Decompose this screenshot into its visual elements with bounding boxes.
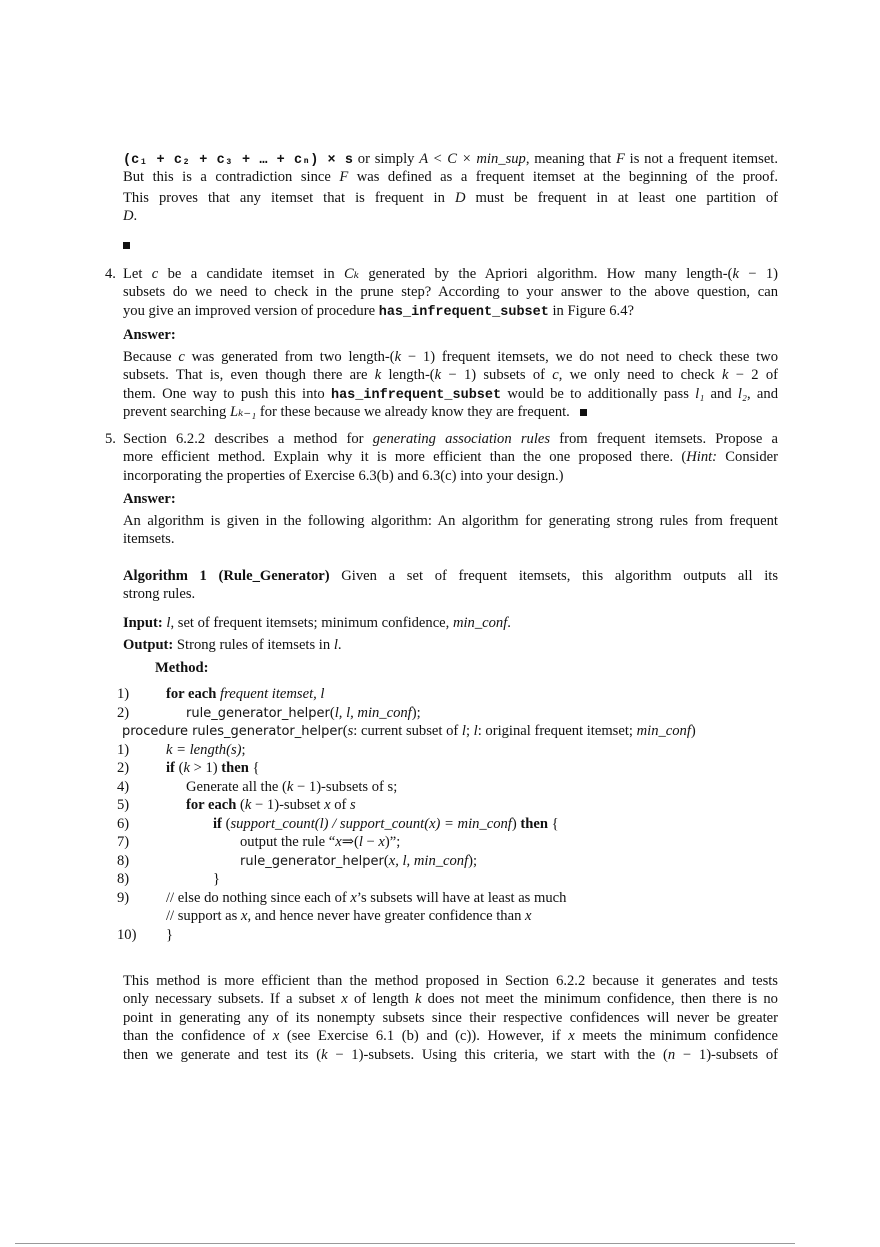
- text-run: F: [339, 169, 349, 186]
- text-run: x: [350, 889, 357, 906]
- text-run: An algorithm is given in the following algorithm: An algorithm for generating strong rules from frequent: [123, 513, 778, 529]
- algorithm-output: [123, 636, 778, 654]
- text-run: − 1)-subsets of s;: [293, 778, 398, 795]
- text-run: − 1): [738, 266, 778, 282]
- code-line: [117, 870, 797, 889]
- text-run: (: [383, 852, 389, 869]
- line-number: 10): [117, 926, 137, 943]
- text-run: if: [166, 760, 175, 776]
- text-line: [123, 972, 778, 990]
- text-run: (: [174, 760, 184, 776]
- text-run: − 1) frequent itemsets, we do not need to check these two: [401, 349, 779, 365]
- algorithm-pseudocode: [117, 685, 797, 944]
- text-line: [123, 302, 778, 320]
- code-line: [117, 685, 797, 704]
- text-run: was defined as a frequent itemset at the beginning of the proof.: [348, 169, 778, 186]
- text-line: [123, 265, 778, 283]
- text-run: Generate all the (: [186, 778, 287, 795]
- text-run: s: [347, 723, 354, 739]
- text-run: l, l, min_conf: [334, 704, 412, 721]
- algorithm-intro: [123, 567, 778, 604]
- text-run: (c₁ + c₂ + c₃ + … + cₙ) × s: [123, 153, 353, 168]
- text-run: ’s subsets will have at least as much: [356, 889, 567, 906]
- text-run: (: [342, 723, 348, 739]
- text-run: if: [213, 815, 222, 832]
- question-5-text: [123, 430, 778, 485]
- text-run: Hint:: [686, 449, 718, 466]
- text-run: l₂: [737, 385, 748, 402]
- text-run: l: [333, 637, 338, 653]
- text-run: But this is a contradiction since: [123, 169, 340, 186]
- text-line: [123, 1009, 778, 1027]
- code-line: [117, 722, 797, 741]
- text-run: D: [454, 190, 466, 206]
- text-run: of: [330, 797, 351, 813]
- text-run: than the confidence of: [123, 1028, 273, 1045]
- text-run: A < C × min_sup: [419, 151, 526, 167]
- text-run: (: [329, 704, 335, 721]
- line-number: 2): [117, 760, 130, 776]
- text-run: min_conf: [452, 615, 508, 631]
- text-run: ;: [241, 741, 246, 758]
- code-text: [213, 870, 220, 889]
- text-run: x: [378, 834, 385, 850]
- text-run: only necessary subsets. If a subset: [123, 991, 342, 1008]
- text-run: > 1): [189, 760, 222, 776]
- code-line: [117, 889, 797, 908]
- text-run: Strong rules of itemsets in: [173, 637, 334, 653]
- text-run: itemsets.: [123, 531, 175, 548]
- text-run: .: [507, 615, 511, 631]
- text-run: : current subset of: [353, 723, 462, 739]
- question-4-text: [123, 265, 778, 320]
- text-run: c: [552, 367, 559, 384]
- text-run: be a candidate itemset in: [158, 266, 344, 282]
- text-run: ): [511, 815, 521, 832]
- text-run: would be to additionally pass: [501, 385, 696, 402]
- code-line: [117, 926, 797, 945]
- text-run: Output:: [123, 637, 174, 653]
- text-run: l: [473, 723, 478, 739]
- line-number: 5): [117, 797, 130, 813]
- text-run: Input:: [123, 615, 163, 631]
- text-run: x: [324, 797, 331, 813]
- code-line: [117, 833, 797, 852]
- text-run: incorporating the properties of Exercise 6.3(b) and 6.3(c) into your design.): [123, 467, 564, 484]
- text-run: generating association rules: [372, 431, 551, 447]
- text-run: k: [374, 367, 382, 384]
- text-run: );: [468, 852, 478, 869]
- code-line: [117, 741, 797, 760]
- text-run: k = length(s): [166, 741, 242, 758]
- text-line: [123, 403, 778, 421]
- proof-conclusion: [123, 150, 778, 187]
- text-run: does not meet the minimum confidence, then there is no: [421, 991, 778, 1008]
- algorithm-input: [123, 614, 778, 632]
- text-run: x: [568, 1028, 575, 1045]
- code-text: [186, 704, 421, 724]
- text-run: Let: [123, 266, 152, 282]
- text-run: {: [547, 815, 559, 832]
- text-run: , and: [747, 385, 778, 402]
- text-run: then: [520, 815, 548, 832]
- code-text: [166, 907, 532, 926]
- code-line: [117, 704, 797, 723]
- text-line: [123, 636, 778, 654]
- text-run: D: [123, 208, 134, 225]
- text-run: (: [236, 797, 245, 813]
- code-text: [122, 722, 696, 742]
- line-number: 7): [117, 834, 130, 850]
- text-run: Given a set of frequent itemsets, this algorithm outputs all its: [329, 568, 779, 584]
- text-run: strong rules.: [123, 586, 196, 603]
- answer-label: Answer:: [123, 491, 176, 507]
- text-run: .: [133, 208, 138, 225]
- text-run: was generated from two length-(: [184, 349, 395, 365]
- line-number: 1): [117, 741, 130, 758]
- text-run: (: [221, 815, 231, 832]
- text-line: [123, 189, 778, 207]
- text-run: ): [690, 723, 696, 739]
- text-run: k: [286, 778, 294, 795]
- text-run: min_conf: [636, 723, 691, 739]
- text-run: );: [411, 704, 421, 721]
- text-run: l: [166, 615, 171, 631]
- text-line: [123, 1046, 778, 1064]
- text-run: frequent itemset, l: [220, 686, 325, 702]
- text-run: then we generate and test its (: [123, 1046, 322, 1063]
- text-run: x: [241, 908, 248, 924]
- text-run: − 1)-subsets of: [675, 1046, 778, 1063]
- text-run: x: [335, 834, 342, 850]
- text-run: − 1)-subsets. Using this criteria, we start with the (: [327, 1046, 668, 1063]
- text-line: [123, 168, 778, 186]
- text-run: k: [244, 797, 252, 813]
- text-line: [123, 614, 778, 632]
- line-number: 2): [117, 704, 130, 721]
- text-run: x: [272, 1028, 280, 1045]
- text-run: rule_generator_helper: [240, 853, 384, 869]
- text-run: of length: [347, 991, 415, 1008]
- text-run: , meaning that: [525, 151, 616, 167]
- text-line: [123, 430, 778, 448]
- text-run: − 1)-subset: [251, 797, 325, 813]
- proof-statement: [123, 189, 778, 226]
- text-run: (see Exercise 6.1 (b) and (c)). However, if: [279, 1028, 569, 1045]
- text-line: [123, 448, 778, 466]
- text-run: }: [166, 926, 174, 943]
- text-run: for each: [186, 797, 237, 813]
- text-run: )”;: [384, 834, 401, 850]
- text-line: [123, 530, 778, 548]
- code-text: [166, 685, 324, 704]
- text-run: , set of frequent itemsets; minimum confidence,: [170, 615, 453, 631]
- question-5-answer: [123, 512, 778, 549]
- text-run: .: [337, 637, 342, 653]
- text-run: − 1) subsets of: [441, 367, 553, 384]
- code-text: [166, 759, 260, 778]
- text-run: ;: [465, 723, 474, 739]
- footer-rule: [15, 1243, 795, 1244]
- text-run: you give an improved version of procedure: [123, 302, 379, 319]
- code-text: [240, 833, 400, 852]
- code-line: [117, 759, 797, 778]
- text-run: l: [358, 834, 363, 850]
- text-run: for these because we already know they are frequent.: [256, 404, 570, 421]
- text-run: {: [248, 760, 260, 776]
- text-line: [123, 385, 778, 403]
- text-run: is not a frequent itemset.: [624, 151, 779, 167]
- text-run: }: [213, 871, 221, 887]
- text-run: : original frequent itemset;: [477, 723, 637, 739]
- text-line: [123, 512, 778, 530]
- text-line: [123, 585, 778, 603]
- conclusion-paragraph: [123, 972, 778, 1064]
- text-run: x: [341, 991, 348, 1008]
- qed-square: [580, 409, 587, 416]
- line-number: 1): [117, 686, 130, 702]
- text-run: subsets do we need to check in the prune step? According to your answer to the above question, can: [123, 284, 778, 301]
- text-run: must be frequent in at least one partition of: [465, 190, 778, 206]
- text-run: // else do nothing since each of: [166, 889, 351, 906]
- text-run: k: [414, 991, 422, 1008]
- answer-label: Answer:: [123, 327, 176, 343]
- code-line: [117, 852, 797, 871]
- text-run: , and hence never have greater confidence than: [247, 908, 526, 924]
- line-number: 4): [117, 778, 130, 795]
- text-run: l₁: [695, 385, 705, 402]
- text-line: [123, 207, 778, 225]
- code-text: [186, 796, 356, 815]
- text-run: − 2 of: [728, 367, 778, 384]
- text-run: x: [525, 908, 532, 924]
- text-run: and: [704, 385, 738, 402]
- question-4-answer: [123, 348, 778, 422]
- code-text: [213, 815, 559, 834]
- text-run: Algorithm 1 (Rule_Generator): [123, 568, 330, 584]
- text-run: or simply: [353, 151, 420, 167]
- text-run: c: [151, 266, 159, 282]
- text-line: [123, 567, 778, 585]
- text-run: Cₖ: [343, 266, 360, 282]
- text-run: has_infrequent_subset: [330, 387, 502, 403]
- text-run: has_infrequent_subset: [378, 304, 549, 320]
- text-run: Because: [123, 349, 179, 365]
- text-run: subsets. That is, even though there are: [123, 367, 375, 384]
- text-run: k: [183, 760, 190, 776]
- method-label: Method:: [155, 660, 209, 676]
- text-run: k: [732, 266, 739, 282]
- text-run: from frequent itemsets. Propose a: [550, 431, 779, 447]
- text-run: −: [362, 834, 379, 850]
- code-text: [166, 741, 246, 760]
- text-line: [123, 348, 778, 366]
- text-run: k: [434, 367, 442, 384]
- text-run: then: [221, 760, 249, 776]
- line-number: 8): [117, 871, 130, 887]
- code-text: [240, 852, 477, 872]
- text-run: , we only need to check: [558, 367, 722, 384]
- code-text: [166, 889, 566, 908]
- line-number: 8): [117, 852, 130, 869]
- text-run: n: [667, 1046, 676, 1063]
- text-run: Lₖ₋₁: [229, 404, 257, 421]
- text-run: length-(: [381, 367, 435, 384]
- text-run: // support as: [166, 908, 241, 924]
- text-run: This method is more efficient than the method proposed in Section 6.2.2 because it generates and tests: [123, 973, 778, 989]
- code-text: [186, 778, 397, 797]
- text-run: procedure rules_generator_helper: [122, 724, 343, 739]
- text-run: point in generating any of its nonempty subsets since their respective confidences will never be greater: [123, 1009, 778, 1026]
- question-number: 4.: [105, 266, 116, 282]
- text-run: k: [394, 349, 402, 365]
- text-run: k: [321, 1046, 328, 1063]
- text-run: in Figure 6.4?: [548, 302, 634, 319]
- text-line: [123, 467, 778, 485]
- text-run: ⇒(: [341, 834, 359, 850]
- code-line: [117, 796, 797, 815]
- text-line: [123, 283, 778, 301]
- text-run: more efficient method. Explain why it is more efficient than the one proposed there. (: [123, 449, 687, 466]
- question-number: 5.: [105, 431, 116, 447]
- text-run: c: [178, 349, 185, 365]
- text-run: s: [350, 797, 356, 813]
- qed-square: [123, 242, 130, 249]
- text-run: prevent searching: [123, 404, 230, 421]
- line-number: 9): [117, 889, 130, 906]
- text-line: [123, 990, 778, 1008]
- text-run: Consider: [717, 449, 778, 466]
- text-run: rule_generator_helper: [186, 705, 330, 721]
- text-run: l: [461, 723, 466, 739]
- text-run: generated by the Apriori algorithm. How many length-(: [359, 266, 733, 282]
- code-text: [166, 926, 173, 945]
- text-run: output the rule “: [240, 834, 336, 850]
- text-run: for each: [166, 686, 217, 702]
- code-line: [117, 778, 797, 797]
- code-line: [117, 907, 797, 926]
- text-line: [123, 150, 778, 168]
- text-run: F: [615, 151, 625, 167]
- text-line: [123, 1027, 778, 1045]
- text-run: x, l, min_conf: [388, 852, 469, 869]
- text-run: meets the minimum confidence: [574, 1028, 778, 1045]
- text-line: [123, 366, 778, 384]
- text-run: k: [721, 367, 729, 384]
- text-run: Section 6.2.2 describes a method for: [123, 431, 373, 447]
- text-run: support_count(l) / support_count(x) = min_conf: [230, 815, 512, 832]
- code-line: [117, 815, 797, 834]
- text-run: This proves that any itemset that is frequent in: [123, 190, 455, 206]
- text-run: them. One way to push this into: [123, 385, 331, 402]
- line-number: 6): [117, 815, 130, 832]
